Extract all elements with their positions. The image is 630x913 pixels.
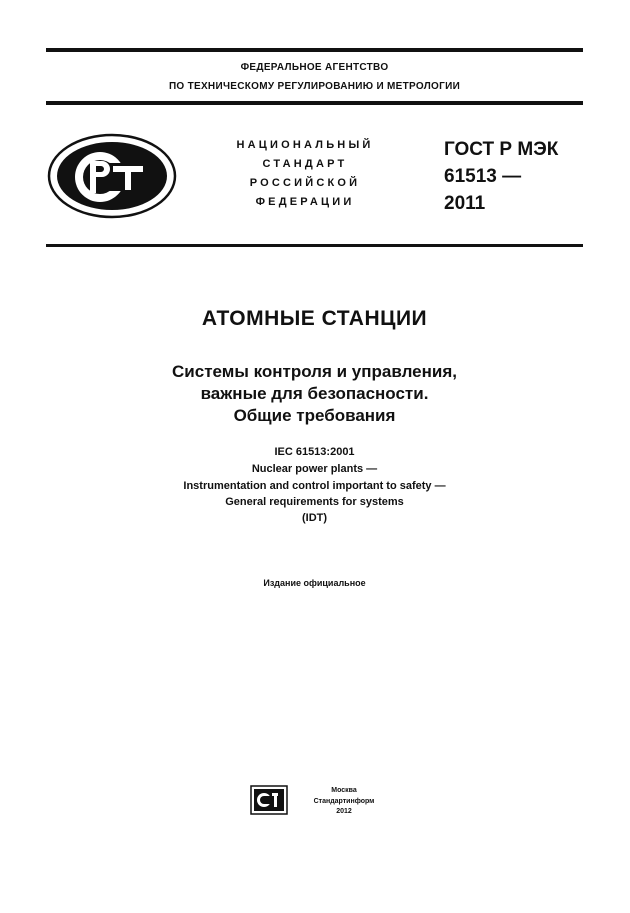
edition-label: Издание официальное [263,578,366,588]
iec-reference-line-3: Instrumentation and control important to safety — [183,480,446,492]
subtitle-line-3: Общие требования [233,406,396,425]
standartinform-logo-icon [250,785,288,815]
national-standard-line-3: РОССИЙСКОЙ [249,177,361,189]
publisher-city: Москва [331,787,357,794]
iec-reference-line-1: IEC 61513:2001 [274,446,355,458]
subtitle-line-2: важные для безопасности. [200,384,429,403]
agency-line-1: ФЕДЕРАЛЬНОЕ АГЕНТСТВО [240,62,389,73]
iec-reference-line-2: Nuclear power plants — [251,463,378,475]
title-block-rule [46,244,583,247]
designation-line-2: 61513 — [444,166,522,187]
agency-line-2: ПО ТЕХНИЧЕСКОМУ РЕГУЛИРОВАНИЮ И МЕТРОЛОГИИ [168,81,461,92]
header-rule [46,101,583,105]
publisher-year: 2012 [336,808,352,815]
subtitle-line-1: Системы контроля и управления, [172,362,457,381]
designation-line-3: 2011 [444,193,486,214]
iec-reference-line-4: General requirements for systems [225,496,404,508]
designation-line-1: ГОСТ Р МЭК [444,139,559,160]
national-standard-line-2: СТАНДАРТ [262,158,348,170]
national-standard-line-4: ФЕДЕРАЦИИ [255,196,355,208]
rst-certification-logo-icon [47,133,177,219]
iec-reference-line-5: (IDT) [301,512,328,524]
publisher-name: Стандартинформ [313,798,375,805]
document-title: АТОМНЫЕ СТАНЦИИ [201,307,428,330]
top-rule [46,48,583,52]
national-standard-line-1: НАЦИОНАЛЬНЫЙ [236,139,374,151]
